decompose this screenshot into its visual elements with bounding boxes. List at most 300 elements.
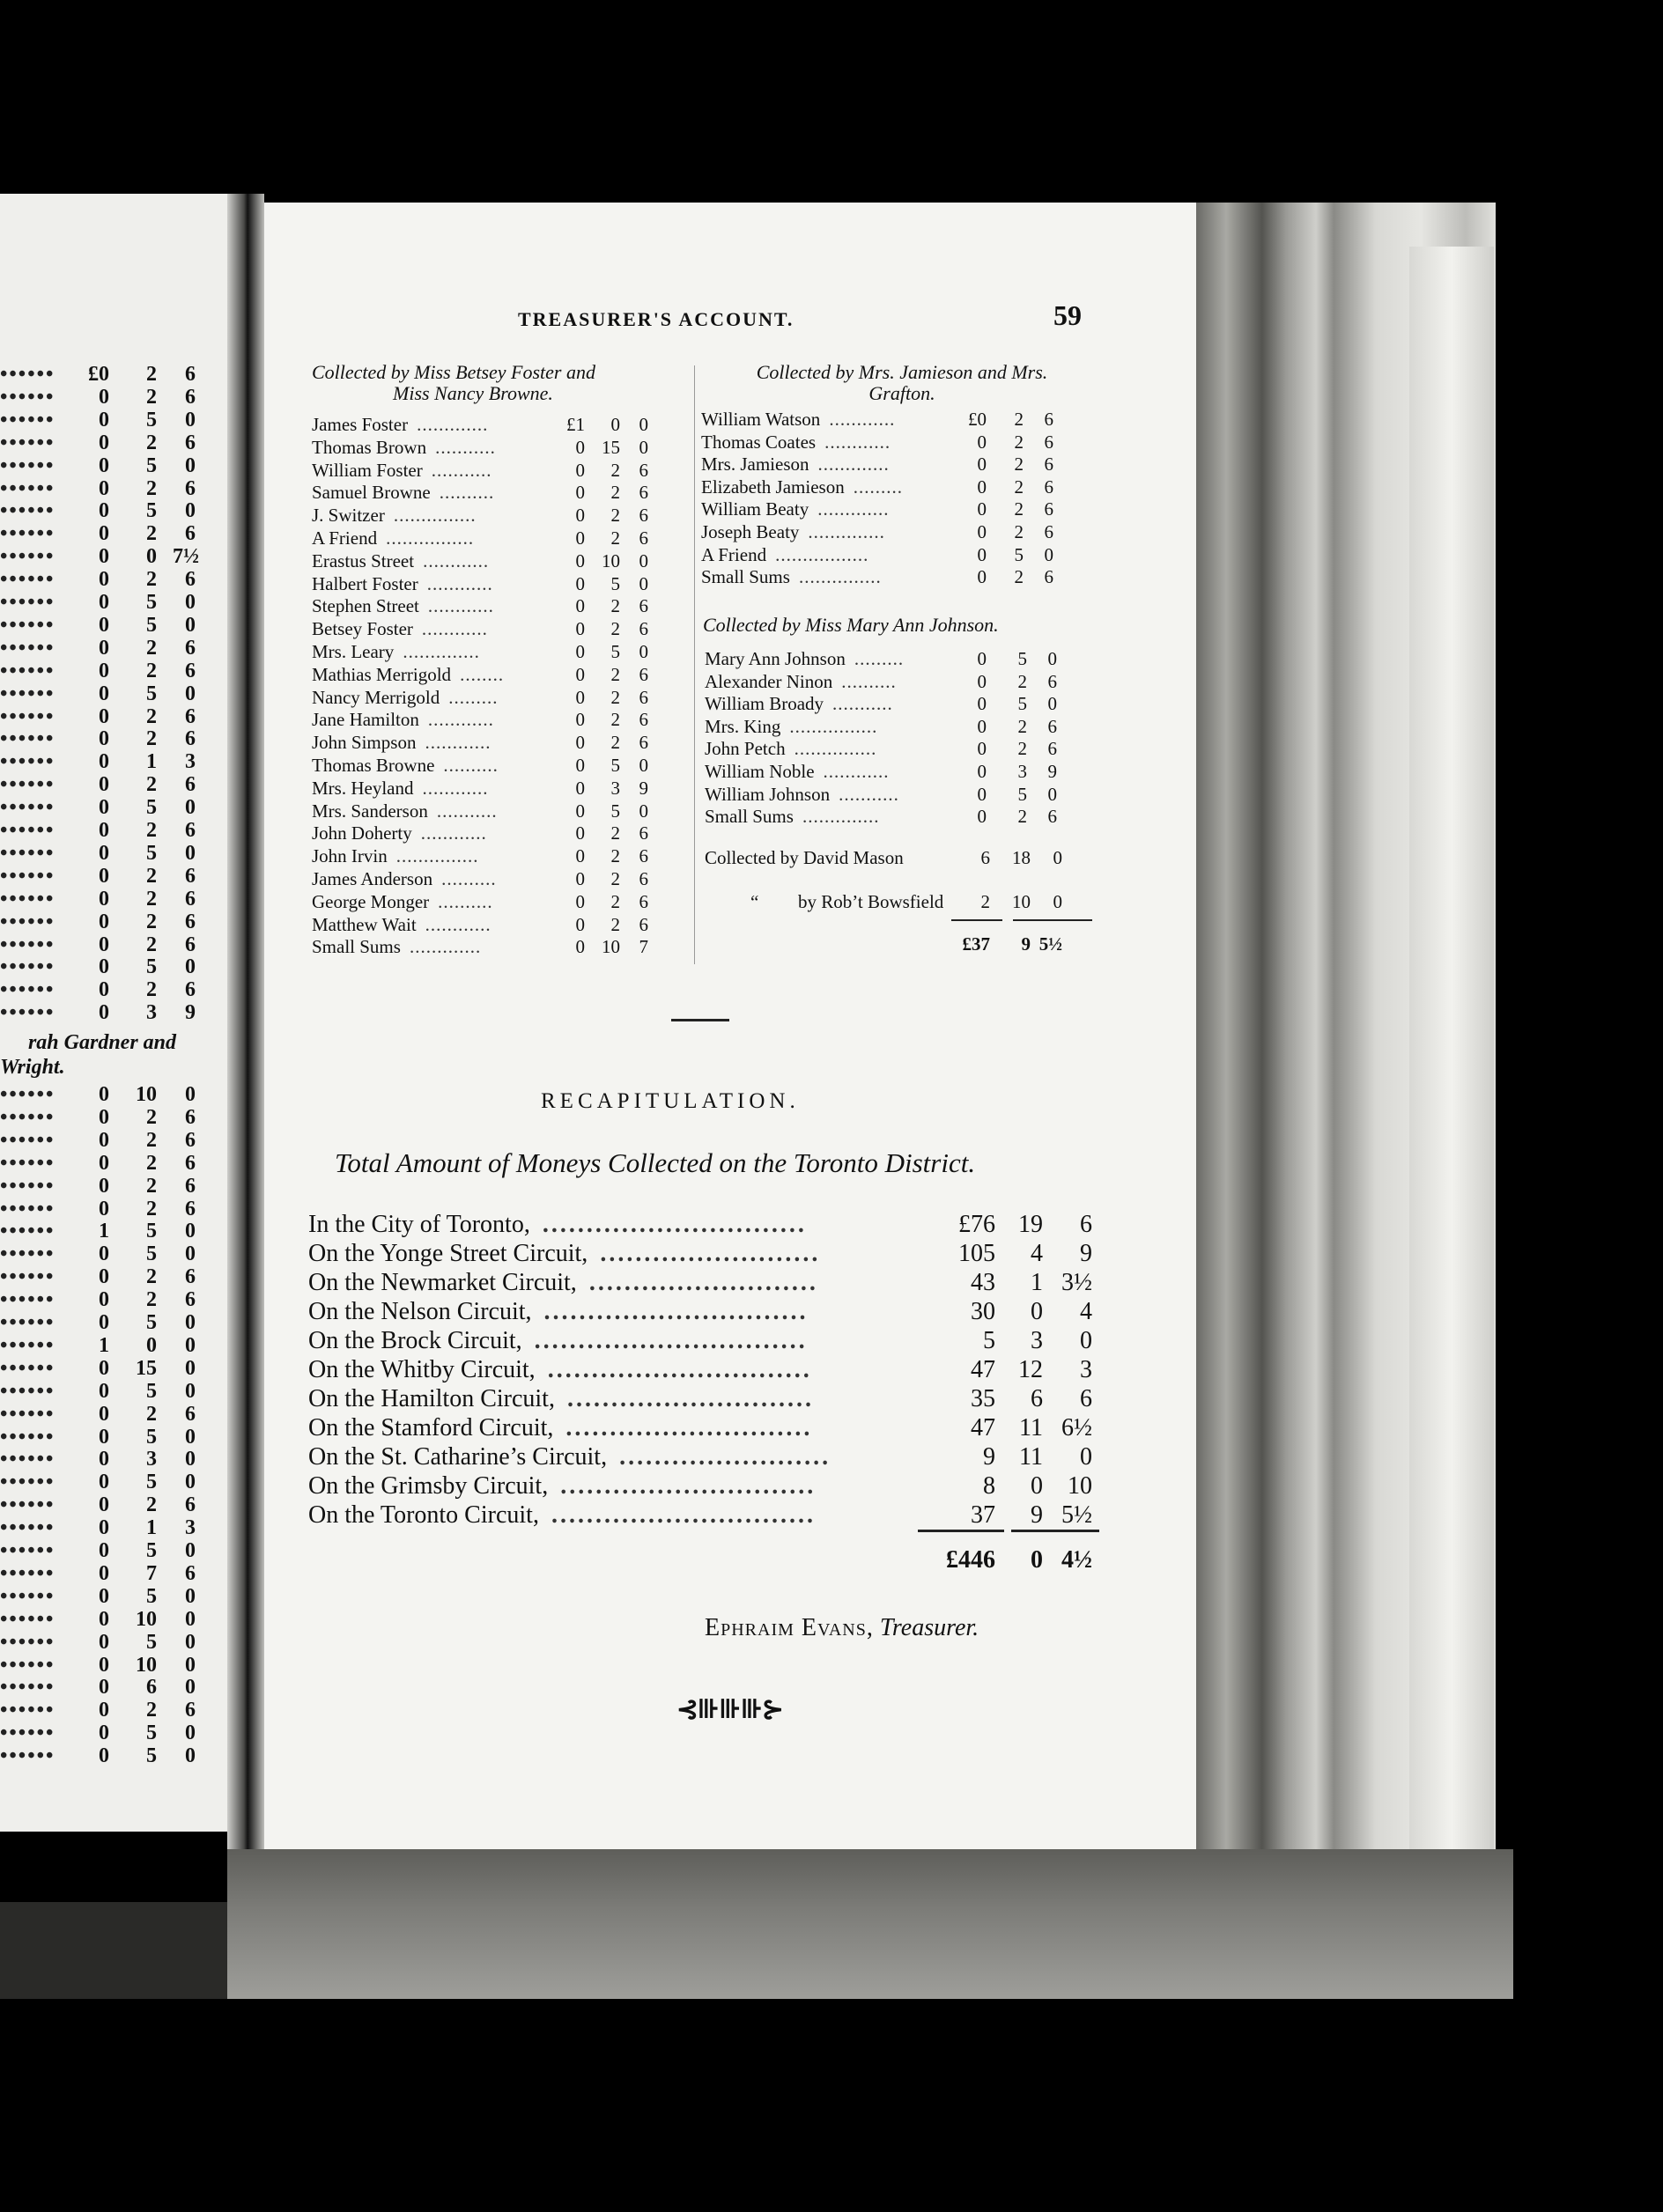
amount-pence: 6 [1044, 453, 1053, 476]
amount-pence: 0 [185, 499, 196, 523]
page-edges-outer [1409, 247, 1494, 1990]
left-page-row [0, 682, 227, 705]
donor-name: Mrs. King [705, 715, 781, 737]
leader-dots: •••••• [0, 453, 55, 477]
leader-dots: •••••• [0, 1311, 55, 1334]
amount-pence: 6 [185, 1174, 196, 1198]
amount-pence: 0 [185, 841, 196, 865]
recap-circuit-name: On the Stamford Circuit, [308, 1414, 554, 1441]
amount-pounds: 0 [99, 1584, 109, 1608]
amount-shillings: 5 [146, 1539, 157, 1562]
leader-dots: .......................... [588, 1269, 818, 1296]
amount-shillings: 3 [146, 1448, 157, 1471]
amount-pence: 6 [1044, 566, 1053, 588]
amount-pence: 0 [185, 408, 196, 431]
amount-pence: 0 [185, 1220, 196, 1243]
amount-pounds: 0 [99, 1448, 109, 1471]
left-page-row [0, 1722, 227, 1744]
amount-shillings: 2 [146, 476, 157, 500]
amount-pounds: 0 [99, 887, 109, 911]
amount-pence: 0 [639, 641, 648, 662]
leader-dots: •••••• [0, 1676, 55, 1700]
amount-pounds: 0 [977, 476, 987, 498]
amount-pence: 0 [185, 955, 196, 979]
amount-pounds: 0 [575, 686, 585, 708]
leader-dots: •••••• [0, 682, 55, 705]
col1-heading-line-1: Collected by Miss Betsey Foster and [312, 361, 595, 383]
list-item [701, 431, 1089, 454]
recap-title: RECAPITULATION. [541, 1089, 800, 1113]
leader-dots: .......... [441, 868, 497, 889]
recap-row [308, 1327, 1101, 1355]
left-page-row [0, 1175, 227, 1198]
leader-dots: ............ [420, 822, 487, 844]
left-page-row [0, 1380, 227, 1403]
left-page-row [0, 660, 227, 682]
recap-pounds: £76 [958, 1211, 995, 1238]
recap-total-rule-2 [1011, 1530, 1099, 1532]
left-page-row [0, 1608, 227, 1631]
leader-dots: •••••• [0, 1265, 55, 1289]
amount-pounds: 0 [977, 783, 987, 805]
amount-pounds: 0 [977, 761, 987, 782]
leader-dots: ............ [829, 409, 896, 430]
donor-name: James Anderson [312, 868, 433, 889]
leader-dots: ................ [789, 715, 878, 737]
amount-pence: 6 [639, 845, 648, 867]
amount-shillings: 2 [610, 868, 620, 889]
leader-dots: •••••• [0, 819, 55, 842]
amount-pounds: 0 [99, 682, 109, 705]
amount-shillings: 2 [1014, 476, 1024, 498]
amount-shillings: 2 [1014, 431, 1024, 453]
leader-dots: .............. [403, 641, 480, 662]
amount-pence: 0 [1047, 648, 1057, 669]
leader-dots: •••••• [0, 1607, 55, 1631]
amount-pence: 3 [185, 750, 196, 774]
leader-dots: ........ [460, 663, 505, 685]
list-item [312, 550, 699, 573]
leader-dots: ............ [426, 572, 493, 594]
amount-pence: 0 [185, 453, 196, 477]
left-page-row [0, 363, 227, 386]
donor-name: William Johnson [705, 783, 831, 805]
donor-name: William Broady [705, 693, 824, 715]
amount-shillings: 2 [146, 522, 157, 546]
leader-dots: •••••• [0, 1288, 55, 1312]
amount-shillings: 5 [146, 1242, 157, 1266]
leader-dots: ........... [431, 459, 492, 481]
amount-pence: 6 [185, 864, 196, 888]
amount-pounds: 0 [99, 1699, 109, 1722]
amount-pence: 6 [185, 568, 196, 592]
leader-dots: .............................. [542, 1211, 807, 1238]
leader-dots: .......... [841, 670, 897, 692]
left-page-row [0, 1198, 227, 1220]
leader-dots: ............ [423, 549, 490, 571]
recap-shillings: 0 [1031, 1472, 1043, 1500]
amount-pounds: 0 [977, 543, 987, 565]
amount-pence: 6 [185, 1561, 196, 1585]
donor-name: James Foster [312, 414, 409, 435]
amount-shillings: 2 [146, 1699, 157, 1722]
leader-dots: ............... [395, 845, 479, 867]
left-page-row [0, 1265, 227, 1288]
list-item [705, 784, 1092, 807]
leader-dots: •••••• [0, 545, 55, 569]
recap-row [308, 1240, 1101, 1268]
recap-row [308, 1356, 1101, 1384]
leader-dots: .......... [438, 890, 493, 912]
amount-pounds: 0 [99, 1356, 109, 1380]
list-item [312, 822, 699, 845]
amount-pounds: 0 [575, 777, 585, 799]
donor-name: A Friend [312, 527, 378, 549]
amount-shillings: 5 [146, 796, 157, 820]
leader-dots: ............... [798, 566, 882, 588]
amount-pounds: 0 [575, 595, 585, 617]
amount-pence: 0 [639, 755, 648, 776]
leader-dots: •••••• [0, 1722, 55, 1745]
amount-pounds: 0 [99, 1311, 109, 1334]
left-page-row [0, 1152, 227, 1175]
donor-name: Elizabeth Jamieson [701, 476, 845, 498]
left-page-row [0, 522, 227, 545]
amount-pence: 6 [639, 686, 648, 708]
amount-pounds: 0 [99, 1493, 109, 1517]
leader-dots: •••••• [0, 1174, 55, 1198]
amount-shillings: 2 [146, 1151, 157, 1175]
recap-circuit-name: On the Nelson Circuit, [308, 1298, 532, 1325]
amount-pounds: 0 [575, 709, 585, 731]
donor-name: Thomas Coates [701, 431, 817, 453]
amount-pence: 0 [185, 1311, 196, 1334]
amount-pence: 6 [185, 1699, 196, 1722]
amount-pence: 6 [185, 910, 196, 933]
recap-row [308, 1443, 1101, 1471]
amount-shillings: 7 [146, 1561, 157, 1585]
list-item [705, 693, 1092, 716]
amount-pence: 0 [185, 1584, 196, 1608]
left-page-row [0, 1288, 227, 1311]
amount-shillings: 2 [146, 704, 157, 728]
amount-shillings: 2 [1014, 453, 1024, 476]
amount-pence: 6 [639, 527, 648, 549]
amount-pounds: 0 [977, 738, 987, 760]
amount-pence: 0 [185, 613, 196, 637]
leader-dots: ............. [817, 498, 890, 520]
donor-name: Matthew Wait [312, 913, 417, 935]
amount-pounds: 0 [99, 1471, 109, 1494]
amount-pence: 0 [185, 1607, 196, 1631]
left-page-row [0, 1334, 227, 1357]
amount-pounds: 0 [575, 845, 585, 867]
amount-shillings: 1 [146, 1516, 157, 1540]
amount-pence: 9 [185, 1001, 196, 1025]
list-item [312, 527, 699, 550]
leader-dots: •••••• [0, 1448, 55, 1471]
leader-dots: •••••• [0, 933, 55, 956]
left-page-row [0, 1001, 227, 1024]
amount-pounds: 0 [977, 648, 987, 669]
leader-dots: .............. [808, 521, 885, 542]
left-page-row [0, 1744, 227, 1767]
book-bottom-edge [227, 1849, 1513, 1999]
recap-pounds: 43 [971, 1269, 995, 1296]
amount-shillings: 2 [146, 773, 157, 797]
amount-shillings: 0 [146, 1333, 157, 1357]
amount-pence: 6 [1047, 715, 1057, 737]
amount-pence: 6 [185, 1197, 196, 1220]
amount-pence: 6 [185, 727, 196, 751]
amount-pounds: 0 [99, 431, 109, 454]
recap-shillings: 12 [1018, 1356, 1043, 1383]
leader-dots: ............... [794, 738, 877, 760]
amount-pence: 6 [1044, 409, 1053, 430]
leader-dots: .......... [443, 755, 499, 776]
amount-pence: 0 [639, 414, 648, 435]
left-page-row [0, 1083, 227, 1106]
leader-dots: .............................. [547, 1356, 812, 1383]
left-page-row [0, 955, 227, 978]
leader-dots: •••••• [0, 910, 55, 933]
list-item [701, 409, 1089, 431]
leader-dots: •••••• [0, 1699, 55, 1722]
left-note-line-1: rah Gardner and [27, 1031, 176, 1054]
left-page-row [0, 386, 227, 409]
leader-dots: •••••• [0, 659, 55, 682]
amount-pence: 0 [639, 800, 648, 822]
treasurer-title: Treasurer. [879, 1614, 979, 1641]
leader-dots: ............ [422, 777, 489, 799]
left-page-row [0, 1654, 227, 1677]
left-page-row [0, 1562, 227, 1585]
left-page-row [0, 1242, 227, 1265]
recap-pence: 0 [1080, 1443, 1092, 1471]
recap-pounds: 47 [971, 1356, 995, 1383]
list-item [312, 891, 699, 914]
recap-shillings: 0 [1031, 1298, 1043, 1325]
amount-shillings: 2 [1017, 806, 1027, 828]
amount-pounds: 0 [575, 732, 585, 754]
amount-shillings: 5 [146, 955, 157, 979]
recap-total-row [308, 1546, 1101, 1574]
recap-circuit-name: On the Hamilton Circuit, [308, 1385, 555, 1412]
leader-dots: •••••• [0, 1001, 55, 1025]
amount-pounds: 0 [99, 1242, 109, 1266]
donor-name: Mathias Merrigold [312, 663, 452, 685]
amount-pence: 0 [185, 1471, 196, 1494]
leader-dots: ......................... [600, 1240, 821, 1267]
amount-pounds: 0 [99, 1653, 109, 1677]
amount-shillings: 5 [1017, 693, 1027, 715]
amount-shillings: 5 [146, 1584, 157, 1608]
leader-dots: ................ [386, 527, 475, 549]
amount-pounds: 0 [99, 796, 109, 820]
leader-dots: •••••• [0, 773, 55, 797]
left-page-row [0, 1699, 227, 1722]
leader-dots: .............. [802, 806, 880, 828]
leader-dots: ............ [427, 595, 494, 617]
leader-dots: •••••• [0, 1197, 55, 1220]
amount-pounds: 0 [99, 1288, 109, 1312]
left-note-line-2: Wright. [0, 1056, 65, 1079]
donor-name: George Monger [312, 890, 430, 912]
amount-pence: 6 [185, 819, 196, 842]
amount-pounds: 0 [99, 1197, 109, 1220]
amount-pounds: 0 [575, 755, 585, 776]
amount-shillings: 5 [146, 682, 157, 705]
amount-shillings: 2 [146, 1105, 157, 1129]
amount-pence: 0 [185, 1356, 196, 1380]
leader-dots: ......... [853, 476, 903, 498]
left-page-row [0, 842, 227, 865]
amount-pounds: 0 [99, 1516, 109, 1540]
amount-shillings: 2 [146, 1128, 157, 1152]
donor-name: John Simpson [312, 732, 417, 754]
amount-pounds: 0 [99, 1105, 109, 1129]
list-item [312, 755, 699, 778]
recap-row [308, 1385, 1101, 1413]
leader-dots: •••••• [0, 591, 55, 614]
leader-dots: •••••• [0, 1083, 55, 1106]
amount-pounds: 0 [99, 1676, 109, 1700]
amount-shillings: 5 [146, 1425, 157, 1449]
recap-pence: 3 [1080, 1356, 1092, 1383]
donor-name: John Petch [705, 738, 786, 760]
amount-pounds: 0 [99, 1151, 109, 1175]
amount-shillings: 2 [1017, 738, 1027, 760]
amount-pounds: 0 [99, 1402, 109, 1426]
page-number: 59 [1053, 299, 1082, 331]
recap-pounds: 105 [958, 1240, 995, 1267]
amount-pounds: 0 [575, 549, 585, 571]
left-page-row [0, 1471, 227, 1493]
amount-pounds: 0 [99, 955, 109, 979]
amount-pounds: 0 [99, 659, 109, 682]
amount-pence: 6 [1047, 806, 1057, 828]
amount-shillings: 2 [610, 482, 620, 504]
left-page-row [0, 705, 227, 728]
amount-pence: 0 [1047, 693, 1057, 715]
left-page-row [0, 933, 227, 956]
amount-pence: 0 [185, 1539, 196, 1562]
amount-pounds: 0 [99, 1744, 109, 1768]
leader-dots: •••••• [0, 1128, 55, 1152]
leader-dots: •••••• [0, 750, 55, 774]
amount-shillings: 5 [1014, 543, 1024, 565]
left-page-row [0, 1129, 227, 1152]
amount-pence: 6 [639, 595, 648, 617]
list-item [705, 761, 1092, 784]
amount-pence: 0 [1044, 543, 1053, 565]
amount-pounds: 0 [575, 913, 585, 935]
leader-dots: •••••• [0, 431, 55, 454]
amount-pounds: 0 [575, 572, 585, 594]
amount-pence: 6 [185, 978, 196, 1002]
donor-name: William Beaty [701, 498, 809, 520]
donor-name: Stephen Street [312, 595, 419, 617]
amount-shillings: 2 [1014, 498, 1024, 520]
amount-pence: 6 [1044, 431, 1053, 453]
bowsfield-pounds: 2 [980, 891, 990, 912]
amount-shillings: 5 [146, 1722, 157, 1745]
amount-shillings: 10 [136, 1083, 157, 1106]
donor-name: John Doherty [312, 822, 412, 844]
amount-shillings: 2 [610, 822, 620, 844]
col1-heading [312, 362, 691, 404]
donor-name: John Irvin [312, 845, 388, 867]
amount-shillings: 2 [146, 363, 157, 386]
left-page-row [0, 477, 227, 500]
amount-pounds: 0 [99, 978, 109, 1002]
bowsfield-pence: 0 [1053, 891, 1062, 912]
amount-shillings: 5 [610, 800, 620, 822]
left-page-row [0, 1403, 227, 1426]
col1-heading-line-2: Miss Nancy Browne. [393, 382, 553, 404]
left-page-row [0, 796, 227, 819]
col2-heading-line-1: Collected by Mrs. Jamieson and Mrs. [756, 361, 1048, 383]
amount-pence: 6 [185, 1105, 196, 1129]
recap-shillings: 6 [1031, 1385, 1043, 1412]
amount-shillings: 2 [146, 659, 157, 682]
amount-shillings: 2 [146, 933, 157, 956]
amount-pence: 6 [185, 1128, 196, 1152]
donor-name: Betsey Foster [312, 618, 413, 640]
recap-circuit-name: On the Grimsby Circuit, [308, 1472, 549, 1500]
amount-shillings: 2 [1017, 670, 1027, 692]
leader-dots: •••••• [0, 727, 55, 751]
col2-heading [699, 362, 1105, 404]
leader-dots: •••••• [0, 385, 55, 409]
amount-shillings: 3 [610, 777, 620, 799]
amount-pounds: 0 [977, 670, 987, 692]
amount-pence: 3 [185, 1516, 196, 1540]
leader-dots: •••••• [0, 1333, 55, 1357]
recap-row [308, 1414, 1101, 1442]
amount-pounds: 0 [99, 773, 109, 797]
col2-total-pence: 5½ [1038, 933, 1062, 955]
amount-pounds: 0 [99, 819, 109, 842]
left-page-row [0, 773, 227, 796]
col2-heading-johnson: Collected by Miss Mary Ann Johnson. [703, 614, 999, 636]
amount-pence: 6 [185, 476, 196, 500]
amount-pounds: 0 [99, 704, 109, 728]
amount-shillings: 2 [1017, 715, 1027, 737]
amount-shillings: 2 [146, 910, 157, 933]
amount-pounds: 0 [99, 1083, 109, 1106]
amount-shillings: 2 [146, 727, 157, 751]
leader-dots: •••••• [0, 1379, 55, 1403]
leader-dots: •••••• [0, 499, 55, 523]
amount-pounds: 0 [575, 936, 585, 958]
donor-name: Alexander Ninon [705, 670, 833, 692]
amount-pence: 6 [185, 363, 196, 386]
list-item [705, 671, 1092, 694]
amount-pounds: 0 [99, 933, 109, 956]
amount-pounds: 0 [977, 693, 987, 715]
amount-shillings: 6 [146, 1676, 157, 1700]
col2-heading-line-2: Grafton. [868, 382, 935, 404]
amount-shillings: 5 [610, 641, 620, 662]
recap-pounds: 9 [983, 1443, 995, 1471]
amount-pence: 0 [185, 1333, 196, 1357]
mason-row [705, 847, 1110, 870]
amount-pence: 0 [185, 1722, 196, 1745]
amount-shillings: 2 [146, 1288, 157, 1312]
amount-pence: 0 [185, 1425, 196, 1449]
recap-pence: 6 [1080, 1385, 1092, 1412]
